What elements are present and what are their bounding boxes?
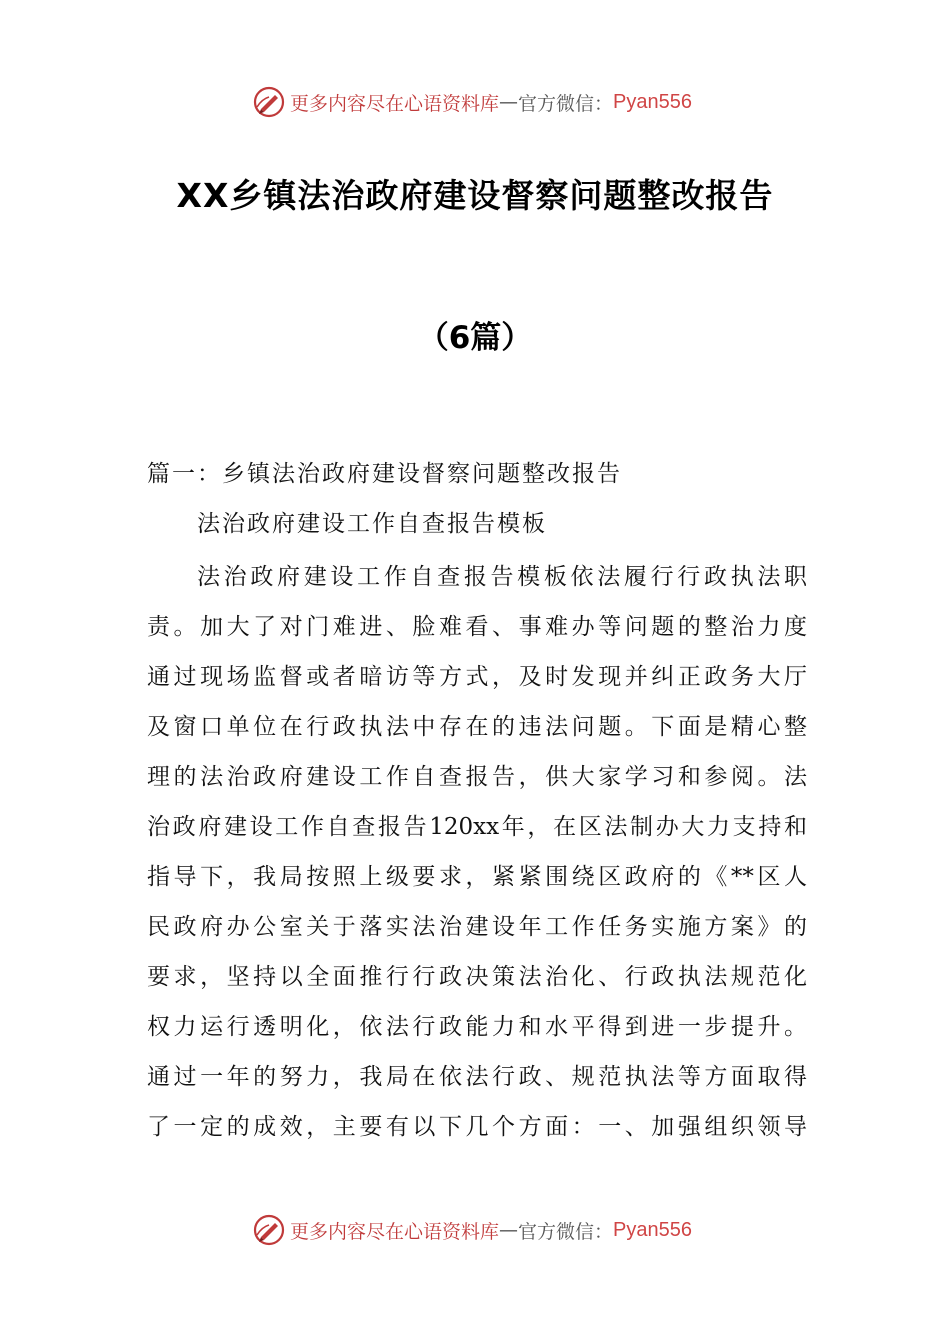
banner-brand-text: 更多内容尽在心语资料库 [290,92,500,115]
body-line: 权力运行透明化，依法行政能力和水平得到进一步提升。 [147,1014,807,1040]
banner-wechat-id: Pyan556 [613,90,692,113]
banner-brand-text: 更多内容尽在心语资料库 [290,1220,500,1243]
banner-wechat-label: 官方微信： [518,1220,614,1243]
banner-separator: — [499,1219,519,1241]
body-line: 责。加大了对门难进、脸难看、事难办等问题的整治力度 [147,614,807,640]
body-line: 治政府建设工作自查报告120xx年，在区法制办大力支持和 [147,814,807,840]
body-line: 了一定的成效，主要有以下几个方面：一、加强组织领导 [147,1114,807,1140]
body-line: 通过现场监督或者暗访等方式，及时发现并纠正政务大厅 [147,664,807,690]
header-banner [0,80,950,124]
body-text [147,552,807,1152]
sub-heading: 法治政府建设工作自查报告模板 [197,511,547,537]
section-heading: 篇一：乡镇法治政府建设督察问题整改报告 [147,461,622,487]
body-line: 要求，坚持以全面推行行政决策法治化、行政执法规范化 [147,964,807,990]
body-line: 及窗口单位在行政执法中存在的违法问题。下面是精心整 [147,714,807,740]
pen-logo-icon [252,1213,286,1247]
footer-banner [0,1208,950,1252]
body-line: 理的法治政府建设工作自查报告，供大家学习和参阅。法 [147,764,807,790]
banner-separator: — [499,91,519,113]
body-line: 法治政府建设工作自查报告模板依法履行行政执法职 [197,564,807,590]
banner-wechat-label: 官方微信： [518,92,614,115]
body-line: 通过一年的努力，我局在依法行政、规范执法等方面取得 [147,1064,807,1090]
document-title: XX乡镇法治政府建设督察问题整改报告 [176,176,774,215]
pen-logo-icon [252,85,286,119]
body-line: 民政府办公室关于落实法治建设年工作任务实施方案》的 [147,914,807,940]
body-line: 指导下，我局按照上级要求，紧紧围绕区政府的《**区人 [147,864,807,890]
document-subtitle: （6篇） [417,320,533,356]
banner-wechat-id: Pyan556 [613,1218,692,1241]
